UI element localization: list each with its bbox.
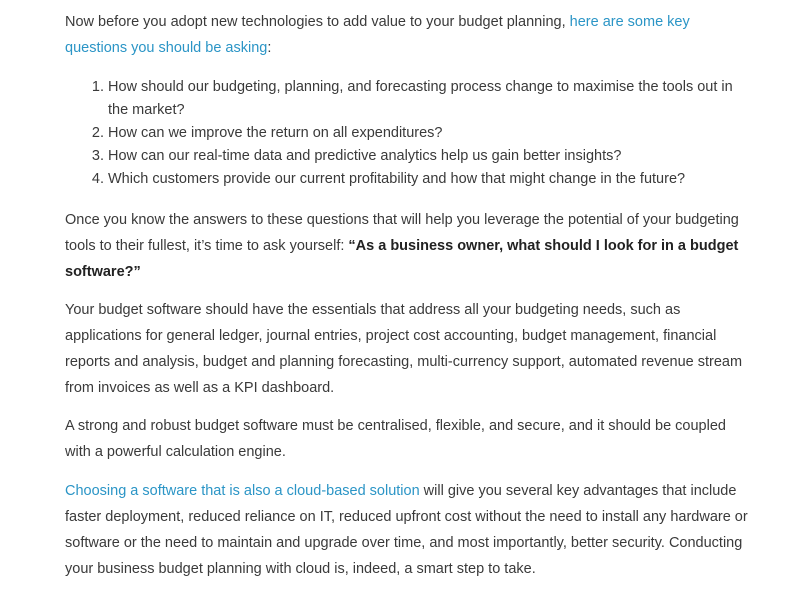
paragraph-answers-text: Once you know the answers to these questions that will help you leverage the potential of your budgeting tools to their fullest, it’s time to ask yourself: xyxy=(65,212,739,254)
list-item: 2. How can we improve the return on all expenditures? xyxy=(108,122,755,145)
paragraph-cloud-text: will give you several key advantages that include faster deployment, reduced reliance on IT, reduced upfront cost without the need to install any hardware or software or the need to maintain and upgrade over time, and most importantly, better security. Conducting your business budget planning with cloud is, indeed, a smart step to take. xyxy=(65,483,748,577)
article-body xyxy=(65,9,755,595)
key-questions-link[interactable]: here are some key questions you should be asking xyxy=(65,14,690,56)
budget-software-question: “As a business owner, what should I look for in a budget software?” xyxy=(65,238,739,280)
paragraph-cloud xyxy=(65,478,755,582)
paragraph-answers xyxy=(65,207,755,285)
questions-list xyxy=(65,76,755,191)
cloud-solution-link[interactable]: Choosing a software that is also a cloud-based solution xyxy=(65,483,420,499)
intro-colon: : xyxy=(267,40,272,56)
intro-text: Now before you adopt new technologies to add value to your budget planning, xyxy=(65,14,570,30)
paragraph-essentials: Your budget software should have the essentials that address all your budgeting needs, such as applications for general ledger, journal entries, project cost accounting, budget management, financial reports and analysis, budget and planning forecasting, multi-currency support, automated revenue stream from invoices as well as a KPI dashboard. xyxy=(65,302,743,396)
list-item: 3. How can our real-time data and predictive analytics help us gain better insights? xyxy=(108,145,755,168)
list-item: 4. Which customers provide our current profitability and how that might change in the future? xyxy=(108,168,755,191)
paragraph-robust: A strong and robust budget software must be centralised, flexible, and secure, and it should be coupled with a powerful calculation engine. xyxy=(65,418,726,460)
intro-paragraph xyxy=(65,9,755,61)
list-item: 1. How should our budgeting, planning, and forecasting process change to maximise the tools out in the market? xyxy=(108,76,755,122)
